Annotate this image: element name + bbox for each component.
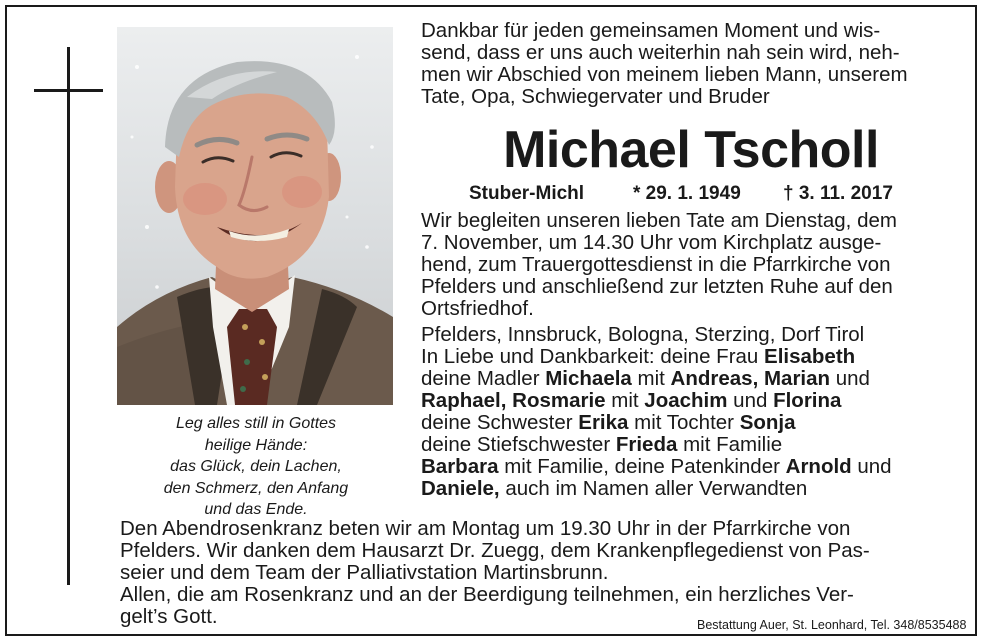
death-date: † 3. 11. 2017 [783,183,893,204]
mourners-list [421,346,961,500]
mourner-name: Florina [773,389,842,412]
mourner-name: Raphael, Rosmarie [421,389,606,412]
mourner-line [421,434,961,456]
mourner-text: mit Familie [677,433,783,456]
cross-horizontal-bar [34,89,103,92]
poem-line: den Schmerz, den Anfang [163,479,349,497]
obituary-card [5,5,977,636]
poem-line: und das Ende. [204,501,308,518]
mourner-text: und [727,389,774,412]
mourner-text: deine Stiefschwester [421,433,616,456]
funeral-line: hend, zum Trauergottesdienst in die Pfarrkirche von [421,253,891,276]
mourner-name: Andreas, Marian [670,367,831,390]
mourner-text: mit Familie, deine Patenkinder [498,455,786,478]
poem-line: heilige Hände: [204,436,308,454]
mourner-name: Joachim [644,389,728,412]
closing-line: seier und dem Team der Palliativstation Martinsbrunn. [120,561,609,584]
funeral-line: Ortsfriedhof. [421,297,534,320]
deceased-name: Michael Tscholl [503,121,879,179]
closing-line: Allen, die am Rosenkranz und an der Beerdigung teilnehmen, ein herzliches Ver- [120,583,854,606]
closing-text [120,518,965,628]
places-line: Pfelders, Innsbruck, Bologna, Sterzing, Dorf Tirol [421,323,865,346]
undertaker-credit: Bestattung Auer, St. Leonhard, Tel. 348/8535488 [697,618,967,632]
portrait-illustration [117,27,393,405]
mourner-name: Arnold [785,455,852,478]
closing-line: Den Abendrosenkranz beten wir am Montag um 19.30 Uhr in der Pfarrkirche von [120,517,851,540]
mourner-text: und [851,455,892,478]
mourner-name: Sonja [739,411,796,434]
mourner-name: Frieda [615,433,678,456]
intro-line: send, dass er uns auch weiterhin nah sein wird, neh- [421,41,900,64]
poem-line: Leg alles still in Gottes [175,415,337,432]
mourner-name: Daniele, [421,477,500,500]
mourner-text: und [830,367,870,390]
cross-vertical-bar [67,47,70,585]
mourner-line [421,478,961,500]
mourner-text: In Liebe und Dankbarkeit: deine Frau [421,345,765,368]
nickname: Stuber-Michl [469,183,585,204]
mourner-name: Elisabeth [764,345,856,368]
funeral-line: 7. November, um 14.30 Uhr vom Kirchplatz ausge- [421,231,882,254]
mourner-text: mit [605,389,645,412]
mourner-name: Erika [578,411,629,434]
poem-caption [122,413,390,521]
mourner-line [421,456,961,478]
funeral-line: Pfelders und anschließend zur letzten Ruhe auf den [421,275,893,298]
mourner-name: Michaela [545,367,632,390]
intro-line: men wir Abschied von meinem lieben Mann, unserem [421,63,908,86]
mourner-line [421,368,961,390]
mourner-line [421,412,961,434]
mourner-line [421,390,961,412]
mourner-line [421,346,961,368]
closing-line: gelt’s Gott. [120,605,218,628]
closing-line: Pfelders. Wir danken dem Hausarzt Dr. Zuegg, dem Krankenpflegedienst von Pas- [120,539,870,562]
main-text [421,210,961,500]
mourner-text: mit Tochter [628,411,740,434]
mourner-name: Barbara [421,455,499,478]
intro-text [421,20,961,108]
mourner-text: deine Madler [421,367,546,390]
poem-line: das Glück, dein Lachen, [170,458,342,475]
intro-line: Dankbar für jeden gemeinsamen Moment und wis- [421,19,881,42]
funeral-line: Wir begleiten unseren lieben Tate am Dienstag, dem [421,209,897,232]
mourner-text: mit [631,367,671,390]
birth-date: * 29. 1. 1949 [633,183,741,204]
mourner-text: auch im Namen aller Verwandten [499,477,808,500]
mourner-text: deine Schwester [421,411,579,434]
portrait-photo [117,27,393,405]
intro-line: Tate, Opa, Schwiegervater und Bruder [421,85,770,108]
